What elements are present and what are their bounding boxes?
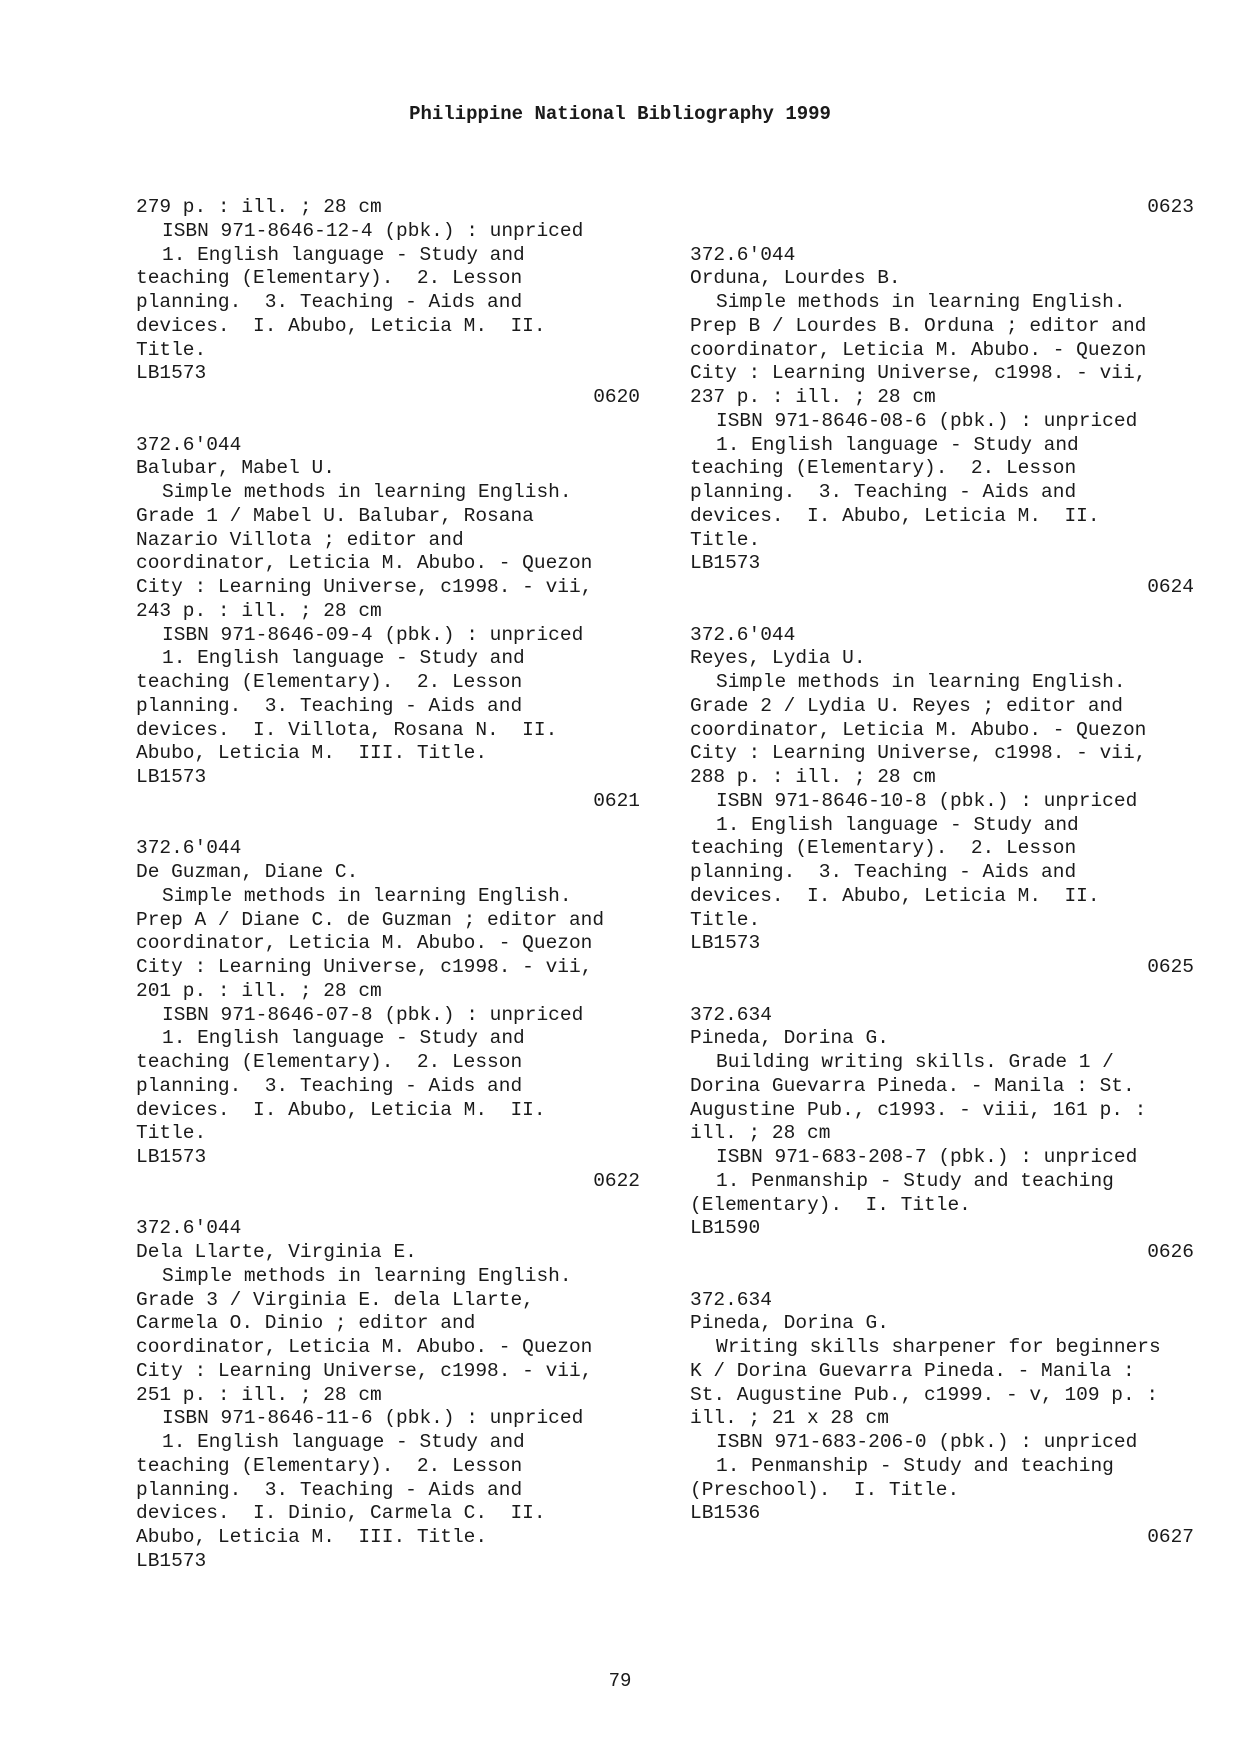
entry-line: City : Learning Universe, c1998. - vii, xyxy=(136,576,593,598)
entry-line: Dela Llarte, Virginia E. xyxy=(136,1241,417,1263)
entry-number: 0622 xyxy=(593,1169,640,1192)
entry-line: coordinator, Leticia M. Abubo. - Quezon xyxy=(136,1336,593,1358)
bibliography-entry xyxy=(690,624,1194,1004)
entry-line: devices. I. Abubo, Leticia M. II. xyxy=(136,1098,546,1121)
entry-number: 0627 xyxy=(1147,1526,1194,1548)
bibliography-entry xyxy=(136,1217,640,1573)
entry-line: City : Learning Universe, c1998. - vii, xyxy=(690,362,1147,385)
entry-line: ill. ; 28 cm xyxy=(690,1122,831,1145)
entry-line: ISBN 971-8646-08-6 (pbk.) : unpriced xyxy=(716,409,1138,432)
entry-line: teaching (Elementary). 2. Lesson xyxy=(136,1454,523,1477)
entry-line: devices. I. Villota, Rosana N. II. xyxy=(136,718,558,741)
entry-line: teaching (Elementary). 2. Lesson xyxy=(690,457,1077,480)
entry-line: Simple methods in learning English. xyxy=(716,671,1126,693)
entry-line: coordinator, Leticia M. Abubo. - Quezon xyxy=(690,718,1147,741)
entry-line: coordinator, Leticia M. Abubo. - Quezon xyxy=(690,338,1147,361)
entry-line: planning. 3. Teaching - Aids and xyxy=(690,481,1077,503)
entry-line: coordinator, Leticia M. Abubo. - Quezon xyxy=(136,932,593,955)
entry-number: 0621 xyxy=(593,789,640,812)
entry-line: teaching (Elementary). 2. Lesson xyxy=(136,1051,523,1073)
entry-line: K / Dorina Guevarra Pineda. - Manila : xyxy=(690,1359,1135,1382)
entry-line: Title. xyxy=(690,528,761,551)
entry-line: LB1573 xyxy=(136,1549,207,1572)
entry-line: 1. English language - Study and xyxy=(162,243,525,266)
entry-line: devices. I. Abubo, Leticia M. II. xyxy=(690,504,1100,527)
entry-line: 1. Penmanship - Study and teaching xyxy=(716,1454,1114,1477)
bibliography-entry xyxy=(136,434,640,838)
entry-number: 0626 xyxy=(1147,1241,1194,1263)
entry-line: Nazario Villota ; editor and xyxy=(136,528,464,551)
entry-line: Reyes, Lydia U. xyxy=(690,647,866,670)
entry-line: City : Learning Universe, c1998. - vii, xyxy=(136,956,593,978)
page-title: Philippine National Bibliography 1999 xyxy=(409,103,831,125)
entry-line: teaching (Elementary). 2. Lesson xyxy=(136,267,523,290)
entry-line: ISBN 971-8646-09-4 (pbk.) : unpriced xyxy=(162,623,584,646)
entry-line: planning. 3. Teaching - Aids and xyxy=(136,1074,523,1097)
entry-spacer xyxy=(136,1194,640,1218)
entry-spacer xyxy=(690,600,1194,624)
entry-line: 201 p. : ill. ; 28 cm xyxy=(136,979,382,1002)
entry-number: 0623 xyxy=(1147,196,1194,218)
entry-line: ISBN 971-683-206-0 (pbk.) : unpriced xyxy=(716,1431,1138,1453)
entry-line: De Guzman, Diane C. xyxy=(136,861,359,883)
entry-line: teaching (Elementary). 2. Lesson xyxy=(690,837,1077,860)
entry-line: St. Augustine Pub., c1999. - v, 109 p. : xyxy=(690,1383,1159,1406)
entry-line: Simple methods in learning English. xyxy=(716,291,1126,313)
entry-line: 372.6'044 xyxy=(136,1217,242,1240)
entry-line: ill. ; 21 x 28 cm xyxy=(690,1407,889,1430)
entry-line: Title. xyxy=(690,908,761,931)
entry-line: 237 p. : ill. ; 28 cm xyxy=(690,386,936,408)
entry-line: 372.6'044 xyxy=(136,433,242,456)
entry-line: 243 p. : ill. ; 28 cm xyxy=(136,599,382,622)
entry-line: Orduna, Lourdes B. xyxy=(690,267,901,290)
left-column xyxy=(136,196,640,1574)
entry-line: ISBN 971-8646-12-4 (pbk.) : unpriced xyxy=(162,219,584,242)
entry-line: Balubar, Mabel U. xyxy=(136,457,335,480)
entry-line: Writing skills sharpener for beginners xyxy=(716,1336,1161,1358)
bibliography-entry xyxy=(136,196,640,434)
entry-line: 372.6'044 xyxy=(136,837,242,860)
entry-line: planning. 3. Teaching - Aids and xyxy=(136,694,523,717)
entry-line: Pineda, Dorina G. xyxy=(690,1027,889,1050)
entry-line: 1. English language - Study and xyxy=(162,1431,525,1453)
entry-line: Carmela O. Dinio ; editor and xyxy=(136,1312,476,1335)
entry-number: 0620 xyxy=(593,386,640,408)
entry-line: (Elementary). I. Title. xyxy=(690,1193,971,1216)
entry-line: LB1573 xyxy=(136,362,207,385)
entry-line: Grade 1 / Mabel U. Balubar, Rosana xyxy=(136,504,534,527)
entry-line: 372.634 xyxy=(690,1288,772,1311)
entry-line: City : Learning Universe, c1998. - vii, xyxy=(136,1359,593,1382)
entry-line: planning. 3. Teaching - Aids and xyxy=(690,861,1077,883)
entry-line: devices. I. Abubo, Leticia M. II. xyxy=(136,314,546,337)
entry-line: LB1573 xyxy=(690,552,761,575)
entry-line: planning. 3. Teaching - Aids and xyxy=(136,291,523,313)
entry-line: City : Learning Universe, c1998. - vii, xyxy=(690,742,1147,765)
entry-line: 372.634 xyxy=(690,1003,772,1026)
entry-line: coordinator, Leticia M. Abubo. - Quezon xyxy=(136,552,593,575)
entry-line: 251 p. : ill. ; 28 cm xyxy=(136,1383,382,1406)
entry-spacer xyxy=(690,980,1194,1004)
entry-line: devices. I. Dinio, Carmela C. II. xyxy=(136,1502,546,1525)
entry-line: 279 p. : ill. ; 28 cm xyxy=(136,196,382,218)
entry-spacer xyxy=(690,1265,1194,1289)
bibliography-entry xyxy=(690,244,1194,624)
entry-line: Simple methods in learning English. xyxy=(162,1264,572,1287)
entry-line: LB1573 xyxy=(690,932,761,955)
entry-line: 288 p. : ill. ; 28 cm xyxy=(690,766,936,788)
entry-spacer xyxy=(690,1550,1194,1574)
bibliography-entry xyxy=(136,837,640,1217)
entry-line: 1. English language - Study and xyxy=(716,813,1079,836)
entry-line: ISBN 971-8646-11-6 (pbk.) : unpriced xyxy=(162,1407,584,1430)
entry-line: 1. English language - Study and xyxy=(162,647,525,670)
entry-line: Abubo, Leticia M. III. Title. xyxy=(136,742,488,765)
entry-line: ISBN 971-683-208-7 (pbk.) : unpriced xyxy=(716,1146,1138,1168)
entry-line: ISBN 971-8646-07-8 (pbk.) : unpriced xyxy=(162,1003,584,1026)
bibliography-entry xyxy=(690,196,1194,244)
entry-number: 0625 xyxy=(1147,956,1194,978)
entry-line: Prep B / Lourdes B. Orduna ; editor and xyxy=(690,314,1147,337)
entry-line: LB1573 xyxy=(136,766,207,788)
entry-line: Augustine Pub., c1993. - viii, 161 p. : xyxy=(690,1098,1147,1121)
bibliography-entry xyxy=(690,1289,1194,1574)
bibliography-entry xyxy=(690,1004,1194,1289)
entry-line: LB1590 xyxy=(690,1217,761,1240)
entry-line: 372.6'044 xyxy=(690,243,796,266)
entry-spacer xyxy=(136,814,640,838)
entry-line: Dorina Guevarra Pineda. - Manila : St. xyxy=(690,1074,1135,1097)
entry-line: Title. xyxy=(136,338,207,361)
entry-line: Prep A / Diane C. de Guzman ; editor and xyxy=(136,908,605,931)
entry-line: ISBN 971-8646-10-8 (pbk.) : unpriced xyxy=(716,789,1138,812)
entry-line: planning. 3. Teaching - Aids and xyxy=(136,1478,523,1501)
entry-line: 1. English language - Study and xyxy=(162,1027,525,1050)
entry-line: 372.6'044 xyxy=(690,623,796,646)
entry-line: devices. I. Abubo, Leticia M. II. xyxy=(690,884,1100,907)
entry-line: Abubo, Leticia M. III. Title. xyxy=(136,1526,488,1548)
entry-line: LB1573 xyxy=(136,1146,207,1168)
entry-spacer xyxy=(690,220,1194,244)
entry-line: 1. English language - Study and xyxy=(716,433,1079,456)
page-number: 79 xyxy=(608,1670,632,1692)
entry-line: Building writing skills. Grade 1 / xyxy=(716,1051,1114,1073)
entry-line: Simple methods in learning English. xyxy=(162,884,572,907)
entry-number: 0624 xyxy=(1147,576,1194,598)
entry-line: teaching (Elementary). 2. Lesson xyxy=(136,671,523,693)
entry-line: (Preschool). I. Title. xyxy=(690,1478,960,1501)
entry-line: Pineda, Dorina G. xyxy=(690,1312,889,1335)
entry-line: Grade 3 / Virginia E. dela Llarte, xyxy=(136,1288,534,1311)
entry-line: Grade 2 / Lydia U. Reyes ; editor and xyxy=(690,694,1123,717)
right-column xyxy=(690,196,1194,1574)
entry-line: LB1536 xyxy=(690,1502,761,1525)
entry-line: Simple methods in learning English. xyxy=(162,481,572,503)
entry-line: Title. xyxy=(136,1122,207,1145)
entry-spacer xyxy=(136,410,640,434)
entry-line: 1. Penmanship - Study and teaching xyxy=(716,1169,1114,1192)
